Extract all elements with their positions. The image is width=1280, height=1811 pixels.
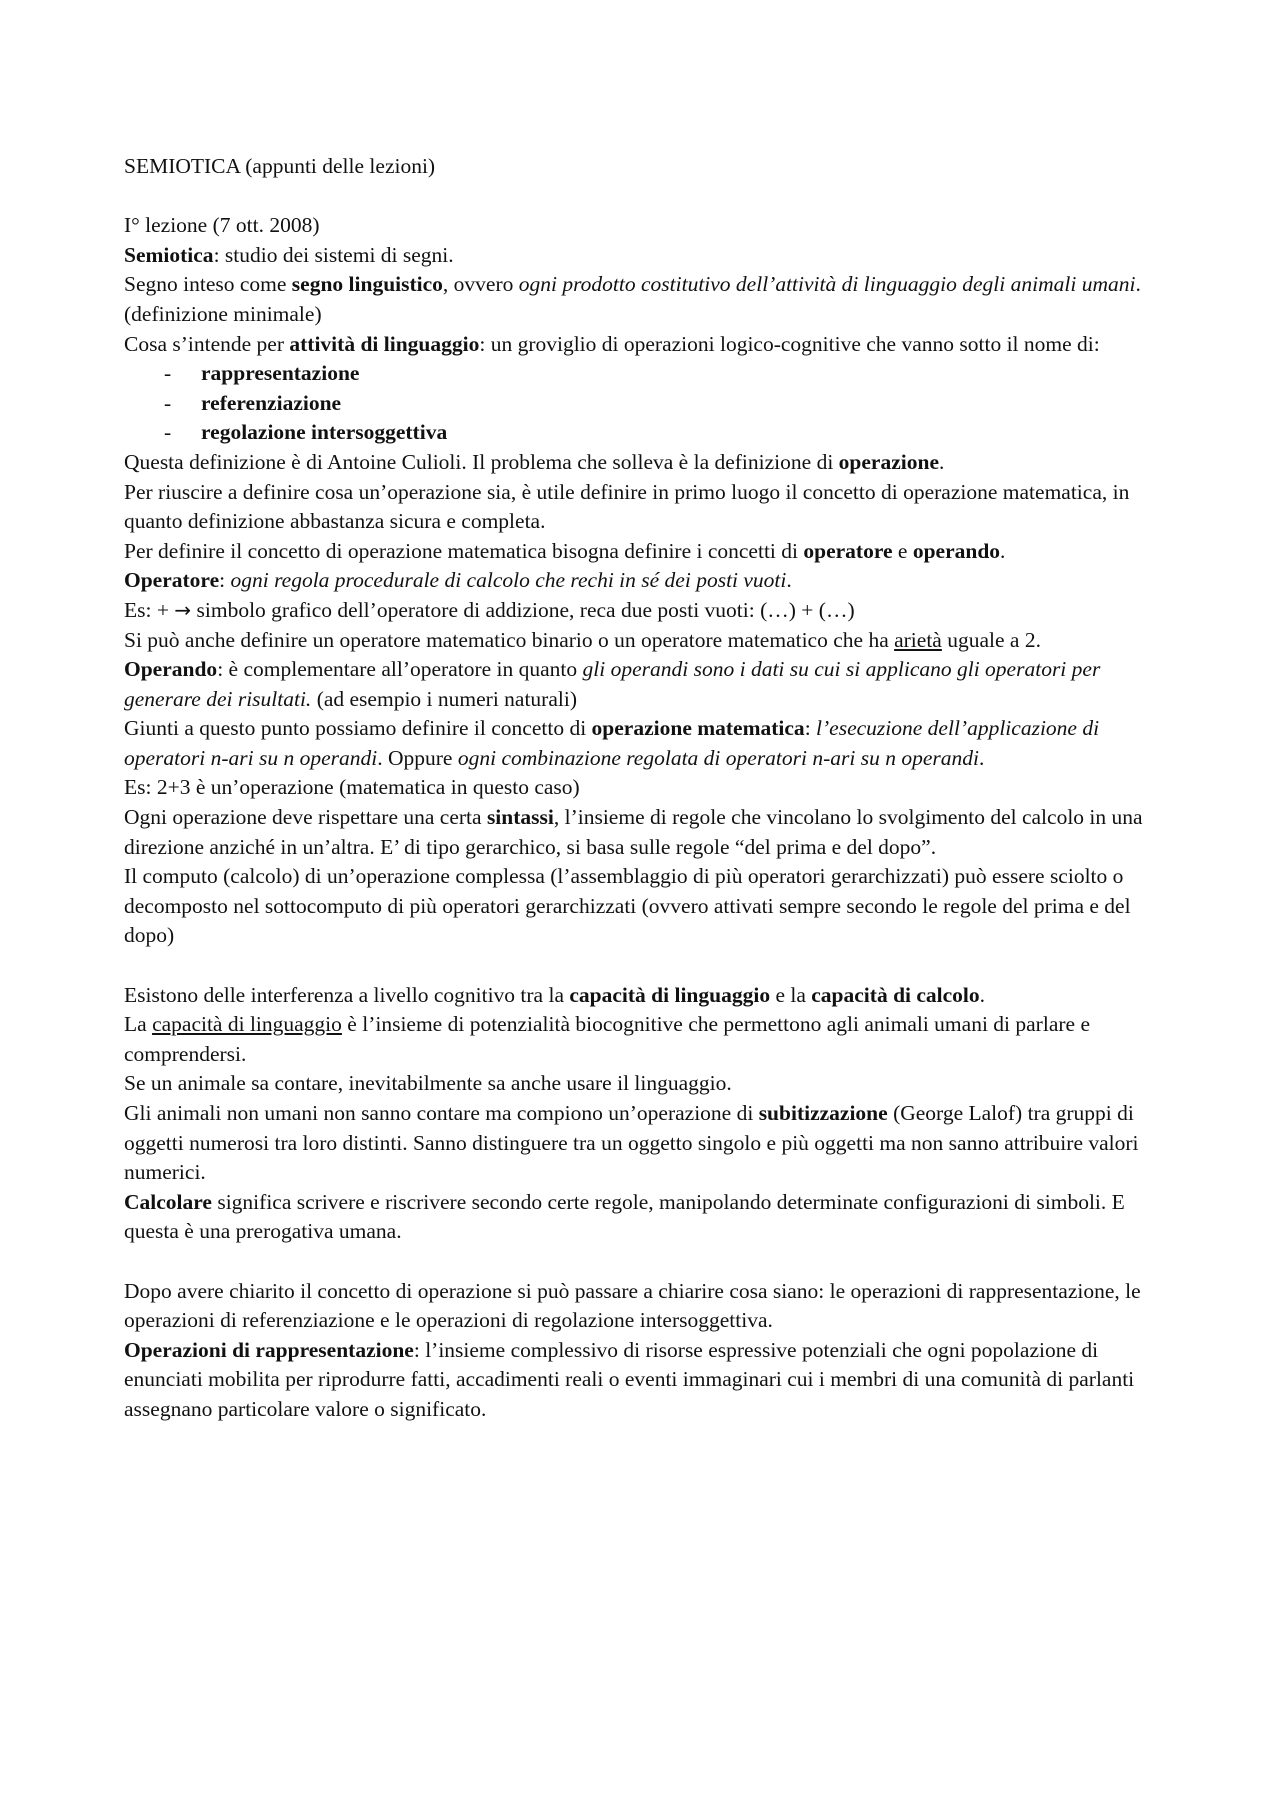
term-operazione: operazione: [838, 449, 939, 474]
paragraph-example-addition: Es: + → simbolo grafico dell’operatore di addizione, reca due posti vuoti: (…) + (…): [124, 597, 855, 622]
arrow-right-icon: →: [174, 597, 192, 622]
term-semiotica: Semiotica: [124, 242, 214, 267]
paragraph-gap: [124, 1247, 1170, 1277]
paragraph-segno: Segno inteso come segno linguistico, ovvero ogni prodotto costitutivo dell’attività di linguaggio degli animali umani. (definizione minimale): [124, 272, 1141, 326]
paragraph-semiotica: Semiotica: studio dei sistemi di segni.: [124, 242, 454, 267]
term-arieta: arietà: [894, 627, 942, 652]
paragraph-culioli: Questa definizione è di Antoine Culioli. Il problema che solleva è la definizione di operazione.: [124, 449, 945, 474]
list-item: - rappresentazione: [164, 361, 360, 386]
term-capacita-di-linguaggio: capacità di linguaggio: [569, 982, 771, 1007]
term-operazioni-di-rappresentazione: Operazioni di rappresentazione: [124, 1337, 414, 1362]
paragraph-capacita: La capacità di linguaggio è l’insieme di potenzialità biocognitive che permettono agli animali umani di parlare e comprendersi.: [124, 1012, 1090, 1066]
paragraph-giunti: Giunti a questo punto possiamo definire il concetto di operazione matematica: l’esecuzione dell’applicazione di operatori n-ari su n operandi. Oppure ogni combinazione regolata di operatori n-ari su n operandi.: [124, 716, 1100, 770]
term-operatore: operatore: [803, 538, 893, 563]
term-segno-linguistico: segno linguistico: [291, 272, 443, 297]
term-calcolare: Calcolare: [124, 1189, 212, 1214]
paragraph-calcolare: Calcolare significa scrivere e riscrivere secondo certe regole, manipolando determinate configurazioni di simboli. E questa è una prerogativa umana.: [124, 1189, 1125, 1244]
paragraph-rappresentazione: Operazioni di rappresentazione: l’insieme complessivo di risorse espressive potenziali che ogni popolazione di enunciati mobilita per riprodurre fatti, accadimenti reali o eventi immaginari cui i membri di una comunità di parlanti assegnano particolare valore o significato.: [124, 1337, 1135, 1421]
term-subitizzazione: subitizzazione: [758, 1101, 888, 1125]
paragraph-riuscire: Per riuscire a definire cosa un’operazione sia, è utile definire in primo luogo il concetto di operazione matematica, in quanto definizione abbastanza sicura e completa.: [124, 479, 1130, 534]
list-item: - regolazione intersoggettiva: [164, 420, 448, 445]
paragraph-binario: Si può anche definire un operatore matematico binario o un operatore matematico che ha arietà uguale a 2.: [124, 627, 1041, 652]
term-operatore-def: Operatore: [124, 568, 220, 593]
definition-segno: ogni prodotto costitutivo dell’attività di linguaggio degli animali umani: [518, 272, 1136, 297]
paragraph-gap: [124, 951, 1170, 981]
paragraph-example-sum: Es: 2+3 è un’operazione (matematica in questo caso): [124, 775, 580, 800]
term-sintassi: sintassi: [486, 805, 554, 830]
operations-list: [124, 359, 1170, 448]
paragraph-dopo: Dopo avere chiarito il concetto di operazione si può passare a chiarire cosa siano: le operazioni di rappresentazione, le operazioni di referenziazione e le operazioni di regolazione intersoggettiva.: [124, 1278, 1141, 1333]
definition-operatore: ogni regola procedurale di calcolo che rechi in sé dei posti vuoti: [230, 568, 787, 593]
term-capacita-underlined: capacità di linguaggio: [152, 1012, 342, 1037]
paragraph-operatore: Operatore: ogni regola procedurale di calcolo che rechi in sé dei posti vuoti.: [124, 568, 792, 593]
definition-operazione-1: l’esecuzione dell’applicazione di operatori n-ari su n operandi: [124, 716, 1100, 770]
paragraph-interferenza: Esistono delle interferenza a livello cognitivo tra la capacità di linguaggio e la capacità di calcolo.: [124, 982, 986, 1007]
paragraph-contare: Se un animale sa contare, inevitabilmente sa anche usare il linguaggio.: [124, 1071, 732, 1096]
term-capacita-di-calcolo: capacità di calcolo: [811, 982, 980, 1007]
list-item: - referenziazione: [164, 390, 342, 415]
term-operando: operando: [912, 538, 1001, 563]
definition-operando: gli operandi sono i dati su cui si applicano gli operatori per generare dei risultati.: [124, 657, 1101, 711]
paragraph-computo: Il computo (calcolo) di un’operazione complessa (l’assemblaggio di più operatori gerarchizzati) può essere sciolto o decomposto nel sottocomputo di più operatori gerarchizzati (ovvero attivati sempre secondo le regole del prima e del dopo): [124, 864, 1131, 948]
paragraph-sintassi: Ogni operazione deve rispettare una certa sintassi, l’insieme di regole che vincolano lo svolgimento del calcolo in una direzione anziché in un’altra. E’ di tipo gerarchico, si basa sulle regole “del prima e del dopo”.: [124, 805, 1143, 859]
paragraph-attivita: Cosa s’intende per attività di linguaggio: un groviglio di operazioni logico-cognitive che vanno sotto il nome di:: [124, 331, 1100, 356]
term-operando-def: Operando: [124, 657, 218, 682]
paragraph-operando: Operando: è complementare all’operatore in quanto gli operandi sono i dati su cui si applicano gli operatori per generare dei risultati. (ad esempio i numeri naturali): [124, 657, 1101, 711]
lesson-heading: I° lezione (7 ott. 2008): [124, 213, 320, 238]
term-operazione-matematica: operazione matematica: [591, 716, 805, 741]
paragraph-subitizzazione: Gli animali non umani non sanno contare ma compiono un’operazione di subitizzazione (George Lalof) tra gruppi di oggetti numerosi tra loro distinti. Sanno distinguere tra un oggetto singolo e più oggetti ma non sanno attribuire valori numerici.: [124, 1101, 1139, 1185]
paragraph-definire: Per definire il concetto di operazione matematica bisogna definire i concetti di operatore e operando.: [124, 538, 1006, 563]
document-title: SEMIOTICA (appunti delle lezioni): [124, 154, 436, 178]
term-attivita-di-linguaggio: attività di linguaggio: [289, 331, 480, 356]
definition-operazione-2: ogni combinazione regolata di operatori n-ari su n operandi: [457, 745, 979, 770]
